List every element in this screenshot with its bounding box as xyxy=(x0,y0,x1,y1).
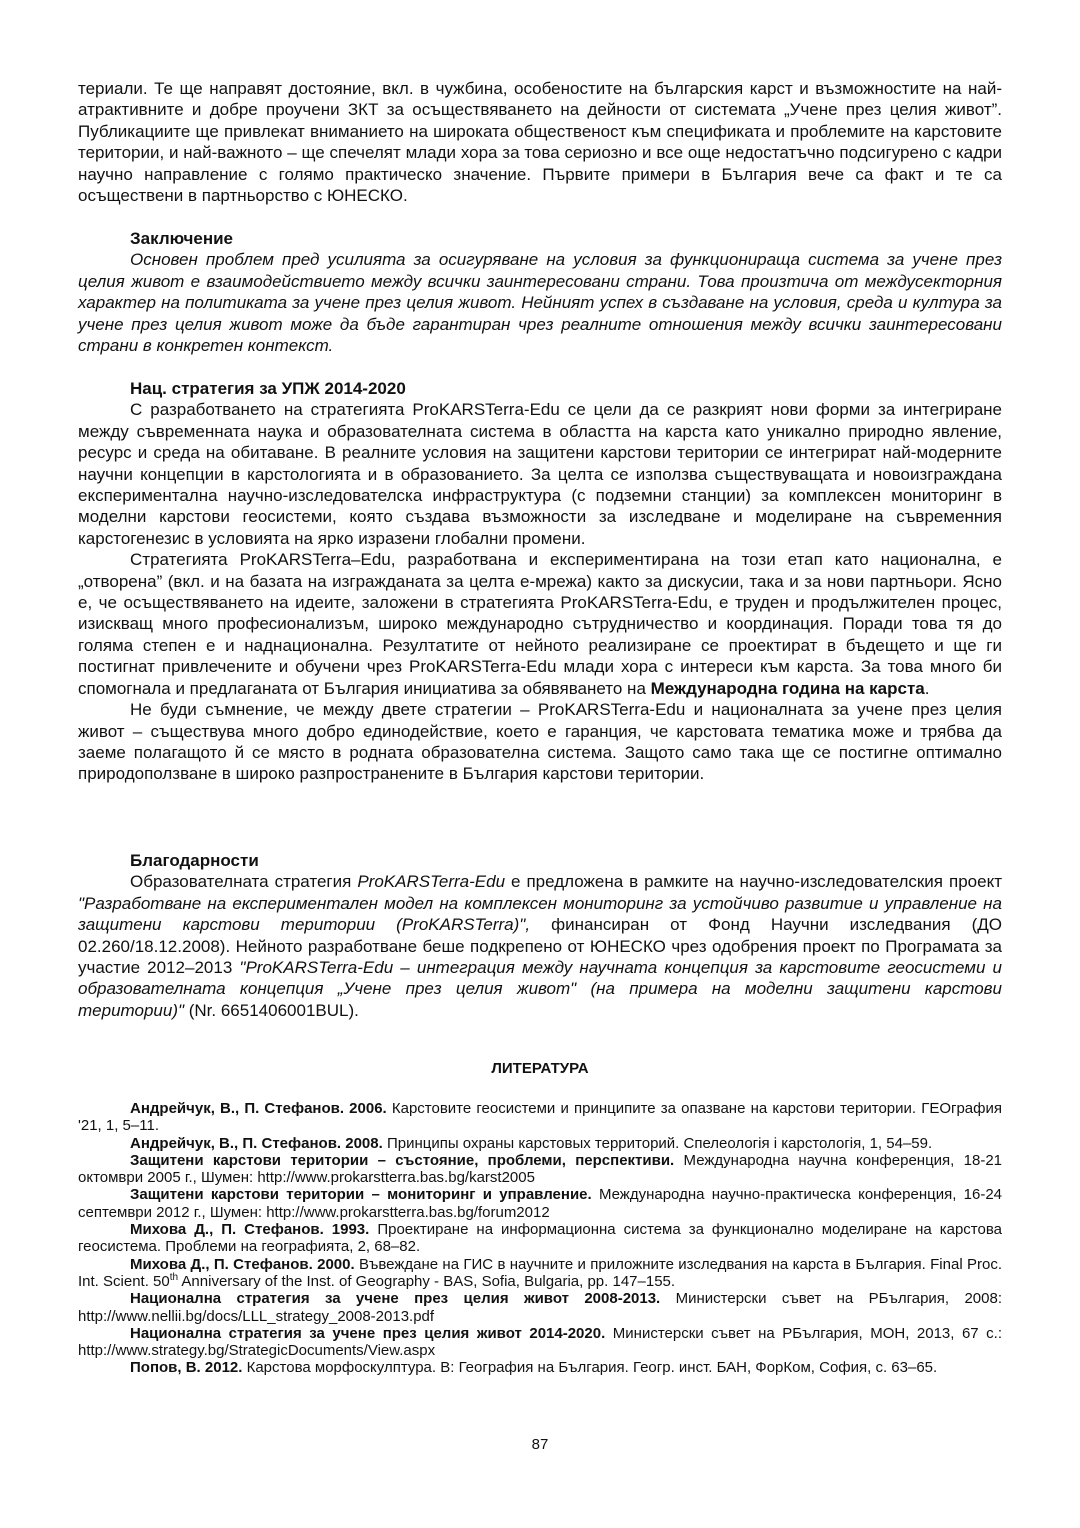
references-section xyxy=(78,1060,1002,1377)
page-number: 87 xyxy=(531,1436,549,1453)
references-title: ЛИТЕРАТУРА xyxy=(491,1060,589,1077)
karst-year-highlight: Международна година на карста xyxy=(650,678,925,698)
strategy-paragraph-2: Стратегията ProKARSTerra–Edu, разработвана и експериментирана на този етап като национална, е „отворена” (вкл. и на базата на изгражданата за целта е-мрежа) както за дискусии, така и за нови партньори. Ясно е, че осъществяването на идеите, заложени в стратегията ProKARSTerra-Edu, е труден и продължителен процес, изискващ много професионализъм, широко международно сътрудничество и координация. Поради това тя до голяма степен е и наднационална. Резултатите от нейното реализиране се проектират в бъдещето и ще ги постигнат привлечените и обучени чрез ProKARSTerra-Edu млади хора с интереси към карста. За това много би спомогнала и предлаганата от България инициатива за обявяването на Международна година на карста. xyxy=(78,550,1002,698)
strategy-section xyxy=(78,378,1002,785)
reference-item: Андрейчук, В., П. Стефанов. 2006. Карстовите геосистеми и принципите за опазване на карстови територии. ГЕОграфия '21, 1, 5–11. xyxy=(78,1100,1002,1135)
intro-paragraph: териали. Те ще направят достояние, вкл. в чужбина, особеностите на българския карст и възможностите на най-атрактивните и добре проучени ЗКТ за осъществяването на дейности от системата „Учене през целия живот”. Публикациите ще привлекат вниманието на широката общественост към спецификата и проблемите на карстовите територии, и най-важното – ще спечелят млади хора за това сериозно и все още недостатъчно подсигурено с кадри научно направление с голямо практическо значение. Първите примери в България вече са факт и те са осъществени в партньорство с ЮНЕСКО. xyxy=(78,79,1002,206)
reference-item: Михова Д., П. Стефанов. 1993. Проектиране на информационна система за функционално моделиране на карстова геосистема. Проблеми на географията, 2, 68–82. xyxy=(78,1221,1002,1256)
reference-item: Михова Д., П. Стефанов. 2000. Въвеждане на ГИС в научните и приложните изследвания на карста в България. Final Proc. Int. Scient. 50th Anniversary of the Inst. of Geography - BAS, Sofia, Bulgaria, pp. 147–155. xyxy=(78,1255,1002,1290)
acknowledgements-paragraph: Образователната стратегия ProKARSTerra-Edu е предложена в рамките на научно-изследователския проект "Разработване на експериментален модел на комплексен мониторинг за устойчиво развитие и управление на защитени карстови територии (ProKARSTerra)", финансиран от Фонд Научни изследвания (ДО 02.260/18.12.2008). Нейното разработване беше подкрепено от ЮНЕСКО чрез одобрения проект по Програмата за участие 2012–2013 "ProKARSTerra-Edu – интеграция между научната концепция за карстовите геосистеми и образователната концепция „Учене през целия живот" (на примера на моделни защитени карстови територии)" (Nr. 6651406001BUL). xyxy=(78,872,1003,1020)
reference-item: Национална стратегия за учене през целия живот 2014-2020. Министерски съвет на РБългария, МОН, 2013, 67 с.: http://www.strategy.bg/StrategicDocuments/View.aspx xyxy=(78,1324,1002,1360)
conclusion-paragraph: Основен проблем пред усилията за осигуряване на условия за функциониращa система за учене през целия живот е взаимодействието между всички заинтересовани страни. Това произтича от междусекторния характер на политиката за учене през целия живот. Нейният успех в създаване на условия, среда и култура за учене през целия живот може да бъде гарантиран чрез реалните отношения между всички заинтересовани страни в конкретен контекст. xyxy=(78,250,1002,356)
reference-item: Защитени карстови територии – мониторинг и управление. Международна научно-практическа конференция, 16-24 септември 2012 г., Шумен: http://www.prokarstterra.bas.bg/forum2012 xyxy=(78,1186,1003,1221)
reference-item: Попов, В. 2012. Карстова морфоскулптура. В: География на България. Геогр. инст. БАН, ФорКом, София, с. 63–65. xyxy=(130,1359,938,1377)
strategy-paragraph-1: С разработването на стратегията ProKARSTerra-Edu се цели да се разкрият нови форми за интегриране между съвременната наука и образователната система в областта на карста като уникално природно явление, ресурс и среда на обитаване. В реалните условия на защитени карстови територии се интегрират най-модерните научни концепции в карстологията и в образованието. За целта се използва съществуващата и новоизграждана експериментална научно-изследователска инфраструктура (с подземни станции) за комплексен мониторинг в моделни карстови геосистеми, която създава възможности за изследване и моделиране на съвременния карстогенезис в условията на ярко изразени глобални промени. xyxy=(78,400,1002,548)
strategy-paragraph-3: Не буди съмнение, че между двете стратегии – ProKARSTerra-Edu и националната за учене през целия живот – съществува много добро единодействие, което е гаранция, че карстовата тематика може и трябва да заеме полагащото й се място в родната образователна система. Защото само така ще се постигне оптимално природоползване в широко разпространените в България карстови територии. xyxy=(78,700,1002,784)
acknowledgements-heading: Благодарности xyxy=(130,851,259,870)
reference-item: Защитени карстови територии – състояние, проблеми, перспективи. Международна научна конференция, 18-21 октомври 2005 г., Шумен: http://www.prokarstterra.bas.bg/karst2005 xyxy=(78,1151,1003,1187)
reference-item: Национална стратегия за учене през целия живот 2008-2013. Министерски съвет на РБългария, 2008: http://www.nellii.bg/docs/LLL_strategy_2008-2013.pdf xyxy=(78,1290,1002,1325)
intro-section xyxy=(78,78,1002,206)
conclusion-heading: Заключение xyxy=(130,229,233,248)
reference-item: Андрейчук, В., П. Стефанов. 2008. Принципы охраны карстовых территорий. Спелеологія і карстологія, 1, 54–59. xyxy=(130,1134,933,1152)
strategy-heading: Нац. стратегия за УПЖ 2014-2020 xyxy=(130,379,406,398)
acknowledgements-section xyxy=(78,850,1002,1021)
conclusion-section xyxy=(78,228,1002,356)
